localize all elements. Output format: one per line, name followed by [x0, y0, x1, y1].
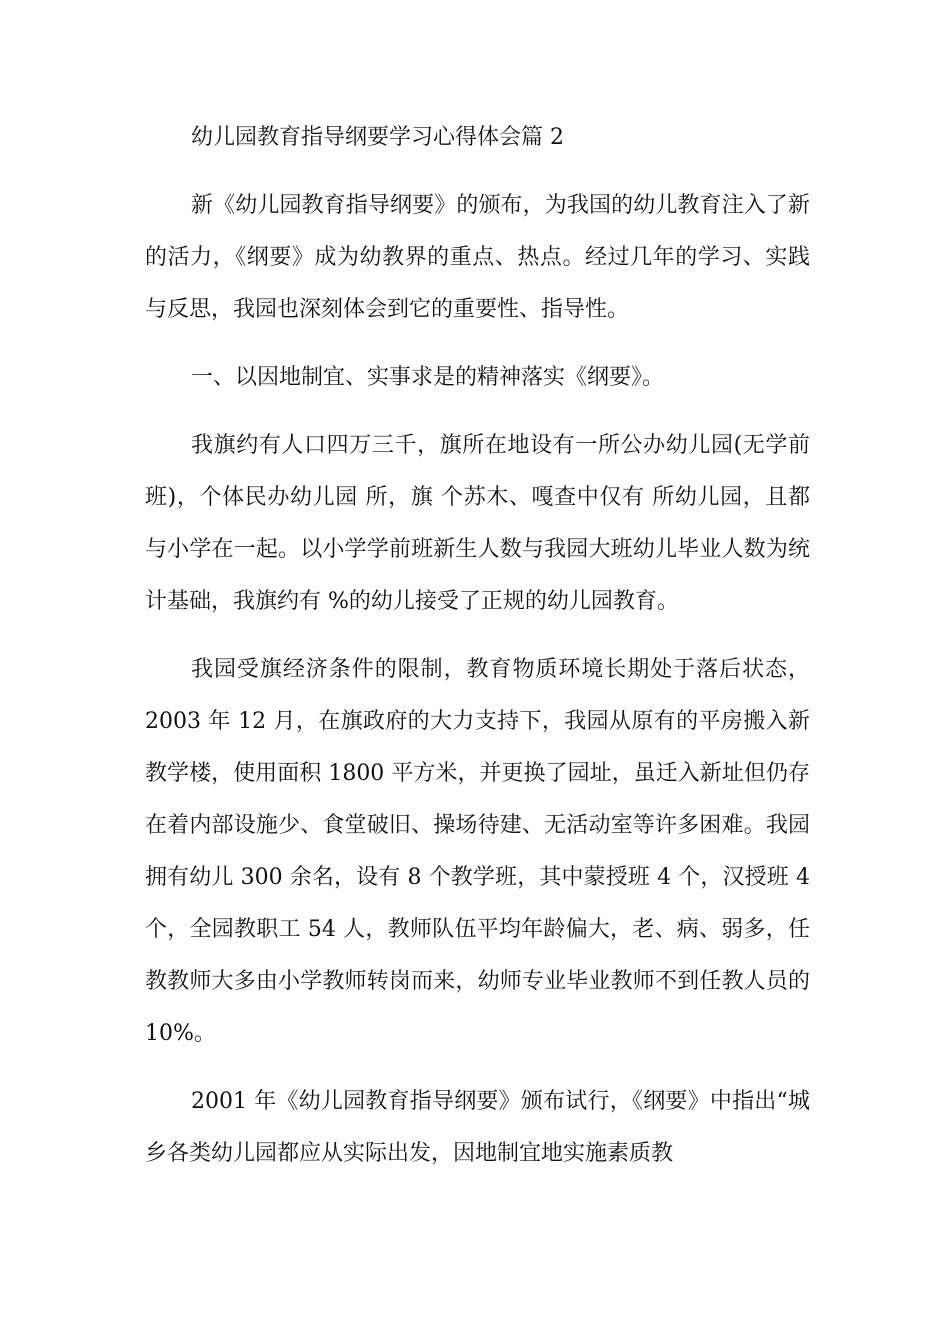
paragraph-3: 我园受旗经济条件的限制，教育物质环境长期处于落后状态，2003 年 12 月，在旗政府的大力支持下，我园从原有的平房搬入新教学楼，使用面积 1800 平方米，并更换了园址，虽迁入新址但仍存在着内部设施少、食堂破旧、操场待建、无活动室等许多困难。我园拥有幼儿 300 余名，设有 8 个教学班，其中蒙授班 4 个，汉授班 4 个，全园教职工 54 人，教师队伍平均年龄偏大，老、病、弱多，任教教师大多由小学教师转岗而来，幼师专业毕业教师不到任教人员的 10%。: [145, 657, 810, 1046]
section-heading: 一、以因地制宜、实事求是的精神落实《纲要》。: [191, 365, 665, 390]
paragraph-2: 我旗约有人口四万三千，旗所在地设有一所公办幼儿园(无学前班)，个体民办幼儿园 所，旗 个苏木、嘎查中仅有 所幼儿园，且都与小学在一起。以小学学前班新生人数与我园大班幼儿毕业人数为统计基础，我旗约有 %的幼儿接受了正规的幼儿园教育。: [145, 433, 810, 614]
document-title: 幼儿园教育指导纲要学习心得体会篇 2: [191, 125, 564, 150]
document-body: [145, 112, 810, 1196]
paragraph-4: 2001 年《幼儿园教育指导纲要》颁布试行，《纲要》中指出“城乡各类幼儿园都应从实际出发，因地制宜地实施素质教: [145, 1089, 810, 1166]
paragraph-1: 新《幼儿园教育指导纲要》的颁布，为我国的幼儿教育注入了新的活力，《纲要》成为幼教界的重点、热点。经过几年的学习、实践与反思，我园也深刻体会到它的重要性、指导性。: [145, 193, 810, 322]
